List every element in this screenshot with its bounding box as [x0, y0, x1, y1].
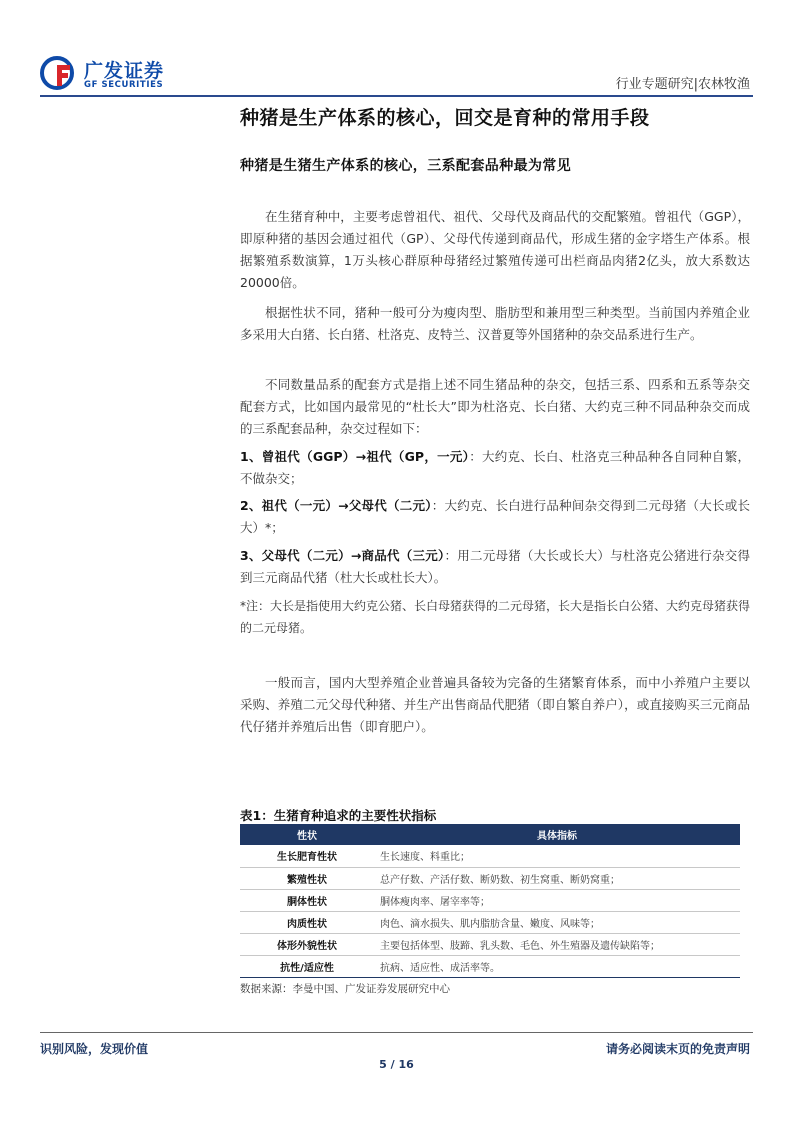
paragraph-pig-breeds: 根据性状不同，猪种一般可分为瘦肉型、脂肪型和兼用型三种类型。当前国内养殖企业多采用大白猪、长白猪、杜洛克、皮特兰、汉普夏等外国猪种的杂交品系进行生产。	[240, 305, 750, 342]
trait-name: 胴体性状	[240, 889, 374, 911]
page-title: 种猪是生产体系的核心，回交是育种的常用手段	[240, 107, 650, 129]
table-row	[240, 955, 740, 977]
step-2	[240, 495, 750, 539]
table-row	[240, 867, 740, 889]
report-category: 行业专题研究|农林牧渔	[615, 77, 750, 92]
paragraph-breeding-pyramid: 在生猪育种中，主要考虑曾祖代、祖代、父母代及商品代的交配繁殖。曾祖代（GGP）， 即原种猪的基因会通过祖代（GP）、父母代传递到商品代，形成生猪的金字塔生产体系。根据繁殖系数演算，1万头核心群原种母猪经过繁殖传递可出栏商品肉猪2亿头，放大系数达20000倍。	[240, 209, 750, 290]
step-2-text: ：大约克、长白进行品种间杂交得到二元母猪（大长或长大）*；	[240, 498, 750, 535]
table-title: 表1：生猪育种追求的主要性状指标	[240, 808, 437, 823]
trait-name: 繁殖性状	[240, 867, 374, 889]
step-1-text: ：大约克、长白、杜洛克三种品种各自同种自繁，不做杂交；	[240, 449, 750, 486]
step-3-label: 3、父母代（二元）→商品代（三元）	[240, 548, 445, 563]
logo-chinese-text: 广发证券	[84, 60, 165, 82]
paragraph-industry-structure: 一般而言，国内大型养殖企业普遍具备较为完备的生猪繁育体系，而中小养殖户主要以采购、养殖二元父母代种猪、并生产出售商品代肥猪（即自繁自养户），或直接购买三元商品代仔猪并养殖后出售（即育肥户）。	[240, 675, 750, 734]
table-source: 数据来源：李曼中国、广发证券发展研究中心	[240, 983, 450, 995]
step-2-label: 2、祖代（一元）→父母代（二元）	[240, 498, 432, 513]
trait-indicator: 总产仔数、产活仔数、断奶数、初生窝重、断奶窝重；	[374, 867, 740, 889]
header-divider	[40, 95, 753, 97]
table-row	[240, 845, 740, 867]
trait-indicator: 生长速度、料重比；	[374, 845, 740, 867]
table-row	[240, 889, 740, 911]
step-1-label: 1、曾祖代（GGP）→祖代（GP，一元）	[240, 449, 470, 464]
table-header-indicator: 具体指标	[374, 824, 740, 845]
section-title: 种猪是生猪生产体系的核心，三系配套品种最为常见	[240, 158, 572, 174]
company-logo	[40, 54, 190, 94]
trait-name: 生长肥育性状	[240, 845, 374, 867]
trait-indicator: 抗病、适应性、成活率等。	[374, 955, 740, 977]
page-number: 5 / 16	[379, 1058, 414, 1071]
table-row	[240, 933, 740, 955]
traits-table	[240, 824, 740, 978]
gf-logo-icon	[40, 56, 78, 90]
trait-name: 抗性/适应性	[240, 955, 374, 977]
footer-disclaimer-link[interactable]: 请务必阅读末页的免责声明	[605, 1042, 750, 1056]
table-header-row	[240, 824, 740, 845]
trait-indicator: 胴体瘦肉率、屠宰率等；	[374, 889, 740, 911]
trait-name: 体形外貌性状	[240, 933, 374, 955]
trait-name: 肉质性状	[240, 911, 374, 933]
table-header-trait: 性状	[240, 824, 374, 845]
table-row	[240, 911, 740, 933]
step-3-text: ：用二元母猪（大长或长大）与杜洛克公猪进行杂交得到三元商品代猪（杜大长或杜长大）。	[240, 548, 750, 585]
step-1	[240, 446, 750, 490]
footer-divider	[40, 1032, 753, 1033]
step-3	[240, 545, 750, 589]
trait-indicator: 主要包括体型、肢蹄、乳头数、毛色、外生殖器及遗传缺陷等；	[374, 933, 740, 955]
footer-slogan: 识别风险，发现价值	[40, 1042, 149, 1056]
trait-indicator: 肉色、滴水损失、肌内脂肪含量、嫩度、风味等；	[374, 911, 740, 933]
paragraph-crossbreeding: 不同数量品系的配套方式是指上述不同生猪品种的杂交，包括三系、四系和五系等杂交配套方式，比如国内最常见的“杜长大”即为杜洛克、长白猪、大约克三种不同品种杂交而成的三系配套品种，杂交过程如下：	[240, 377, 750, 436]
footnote: *注：大长是指使用大约克公猪、长白母猪获得的二元母猪，长大是指长白公猪、大约克母猪获得的二元母猪。	[240, 599, 751, 635]
logo-english-text: GF SECURITIES	[84, 80, 164, 90]
